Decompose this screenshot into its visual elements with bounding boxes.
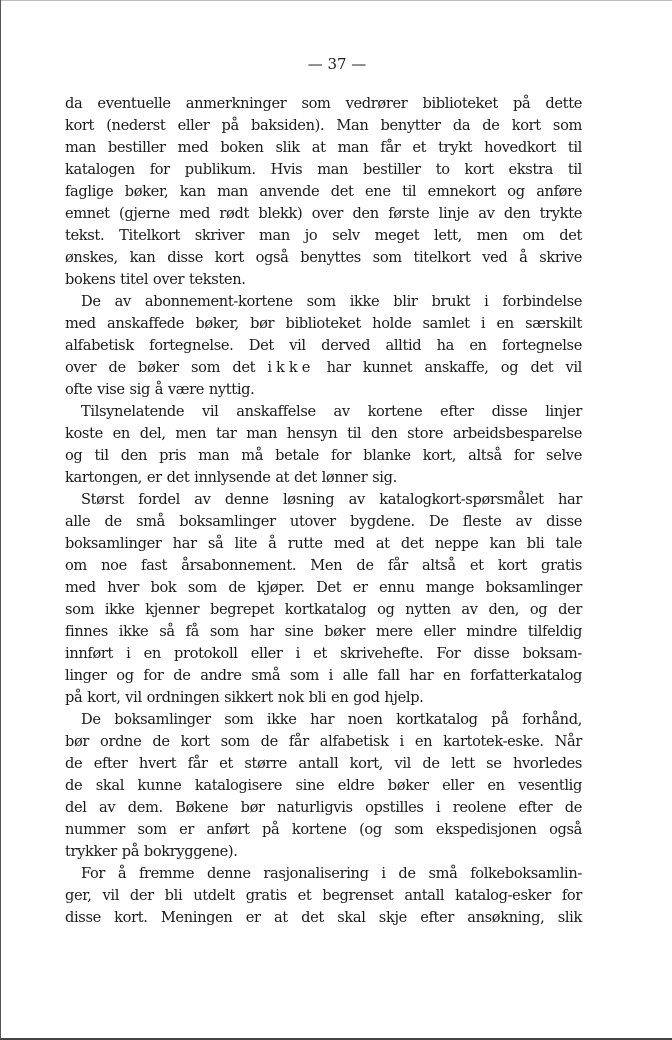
text-line: emnet (gjerne med rødt blekk) over den første linje av den trykte <box>65 205 582 222</box>
spaced-emphasis: ikke <box>267 359 315 376</box>
text-line: som ikke kjenner begrepet kortkatalog og nytten av den, og der <box>65 601 582 618</box>
text-line: over de bøker som det ikke har kunnet anskaffe, og det vil <box>65 359 582 376</box>
top-edge-rule <box>1 0 672 1</box>
text-line: del av dem. Bøkene bør naturligvis opstilles i reolene efter de <box>65 799 582 816</box>
text-line: man bestiller med boken slik at man får et trykt hovedkort til <box>65 139 582 156</box>
body-text <box>65 93 582 929</box>
text-line: De boksamlinger som ikke har noen kortkatalog på forhånd, <box>81 711 582 728</box>
text-line: koste en del, men tar man hensyn til den store arbeidsbesparelse <box>65 425 582 442</box>
text-line: innført i en protokoll eller i et skrivehefte. For disse boksam- <box>65 645 582 662</box>
text-line: De av abonnement-kortene som ikke blir brukt i forbindelse <box>81 293 582 310</box>
text-line: med anskaffede bøker, bør biblioteket holde samlet i en særskilt <box>65 315 582 332</box>
text-line: bokens titel over teksten. <box>65 271 246 288</box>
text-line: da eventuelle anmerkninger som vedrører biblioteket på dette <box>65 95 582 112</box>
text-line: kort (nederst eller på baksiden). Man benytter da de kort som <box>65 117 582 134</box>
text-line: disse kort. Meningen er at det skal skje efter ansøkning, slik <box>65 909 582 926</box>
text-line: tekst. Titelkort skriver man jo selv meget lett, men om det <box>65 227 582 244</box>
page-number: — 37 — <box>307 55 367 73</box>
text-line: ønskes, kan disse kort også benyttes som titelkort ved å skrive <box>65 249 582 266</box>
text-line: Tilsynelatende vil anskaffelse av kortene efter disse linjer <box>81 403 582 420</box>
paragraph <box>65 401 582 489</box>
paragraph <box>65 709 582 863</box>
text-line: alle de små boksamlinger utover bygdene. De fleste av disse <box>65 513 582 530</box>
paragraph <box>65 863 582 929</box>
text-line: finnes ikke så få som har sine bøker mere eller mindre tilfeldig <box>65 623 582 640</box>
text-line: nummer som er anført på kortene (og som ekspedisjonen også <box>65 821 582 838</box>
text-line: de efter hvert får et større antall kort, vil de lett se hvorledes <box>65 755 582 772</box>
text-line: kartongen, er det innlysende at det lønner sig. <box>65 469 397 486</box>
paragraph <box>65 93 582 291</box>
paragraph <box>65 291 582 401</box>
text-line: på kort, vil ordningen sikkert nok bli en god hjelp. <box>65 689 424 706</box>
text-line: ofte vise sig å være nyttig. <box>65 381 255 398</box>
text-line: For å fremme denne rasjonalisering i de små folkeboksamlin- <box>81 865 582 882</box>
text-line: med hver bok som de kjøper. Det er ennu mange boksamlinger <box>65 579 582 596</box>
text-line: bør ordne de kort som de får alfabetisk i en kartotek-eske. Når <box>65 733 582 750</box>
text-line: ger, vil der bli utdelt gratis et begrenset antall katalog-esker for <box>65 887 582 904</box>
text-line: faglige bøker, kan man anvende det ene til emnekort og anføre <box>65 183 582 200</box>
text-line: Størst fordel av denne løsning av katalogkort-spørsmålet har <box>81 491 582 508</box>
text-line: de skal kunne katalogisere sine eldre bøker eller en vesentlig <box>65 777 582 794</box>
paragraph <box>65 489 582 709</box>
text-line: linger og for de andre små som i alle fall har en forfatterkatalog <box>65 667 582 684</box>
text-line: boksamlinger har så lite å rutte med at det neppe kan bli tale <box>65 535 582 552</box>
text-line: om noe fast årsabonnement. Men de får altså et kort gratis <box>65 557 582 574</box>
text-line: og til den pris man må betale for blanke kort, altså for selve <box>65 447 582 464</box>
text-line: katalogen for publikum. Hvis man bestiller to kort ekstra til <box>65 161 582 178</box>
text-line: alfabetisk fortegnelse. Det vil derved alltid ha en fortegnelse <box>65 337 582 354</box>
text-line: trykker på bokryggene). <box>65 843 238 860</box>
